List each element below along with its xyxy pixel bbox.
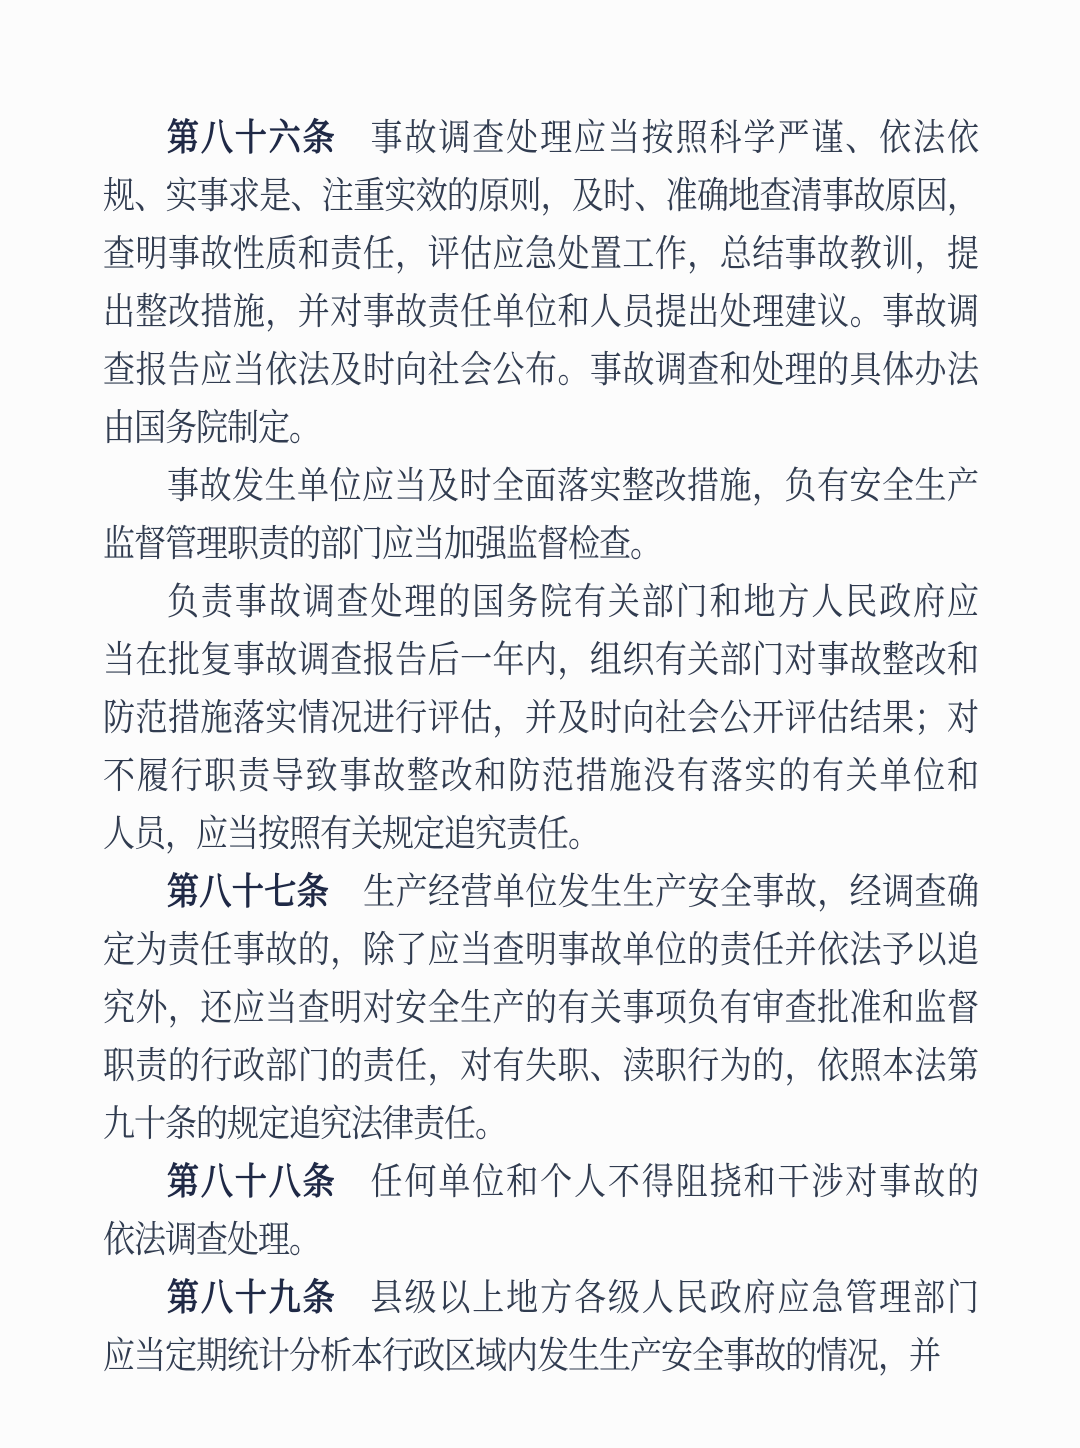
text-line: 当在批复事故调查报告后一年内，组织有关部门对事故整改和: [103, 638, 978, 680]
text-line: 规、实事求是、注重实效的原则，及时、准确地查清事故原因，: [103, 174, 978, 216]
article-number: 第八十九条: [167, 1276, 337, 1318]
line-text: 任何单位和个人不得阻挠和干涉对事故的: [370, 1160, 978, 1202]
text-line: 应当定期统计分析本行政区域内发生生产安全事故的情况，并: [103, 1334, 941, 1376]
article-number: 第八十八条: [167, 1160, 337, 1202]
text-line: 定为责任事故的，除了应当查明事故单位的责任并依法予以追: [103, 928, 978, 970]
text-line: [103, 108, 978, 166]
line-text: 生产经营单位发生生产安全事故，经调查确: [363, 870, 978, 912]
line-text: 事故调查处理应当按照科学严谨、依法依: [370, 116, 978, 158]
text-line: 出整改措施，并对事故责任单位和人员提出处理建议。事故调: [103, 290, 978, 332]
document-body: [103, 108, 978, 1384]
text-line: [103, 862, 978, 920]
line-text: 县级以上地方各级人民政府应急管理部门: [370, 1276, 978, 1318]
text-line: 查明事故性质和责任，评估应急处置工作，总结事故教训，提: [103, 232, 978, 274]
text-line: 防范措施落实情况进行评估，并及时向社会公开评估结果；对: [103, 696, 978, 738]
text-line: 九十条的规定追究法律责任。: [103, 1102, 507, 1144]
text-line: 查报告应当依法及时向社会公布。事故调查和处理的具体办法: [103, 348, 978, 390]
text-line: 究外，还应当查明对安全生产的有关事项负有审查批准和监督: [103, 986, 978, 1028]
text-line: 由国务院制定。: [103, 406, 321, 448]
text-line: 人员，应当按照有关规定追究责任。: [103, 812, 600, 854]
article-number: 第八十六条: [167, 116, 337, 158]
text-line: 依法调查处理。: [103, 1218, 321, 1260]
text-line: 职责的行政部门的责任，对有失职、渎职行为的，依照本法第: [103, 1044, 978, 1086]
text-line: 负责事故调查处理的国务院有关部门和地方人民政府应: [167, 580, 978, 622]
text-line: [103, 1268, 978, 1326]
text-line: 不履行职责导致事故整改和防范措施没有落实的有关单位和: [103, 754, 978, 796]
text-line: 事故发生单位应当及时全面落实整改措施，负有安全生产: [167, 464, 978, 506]
text-line: 监督管理职责的部门应当加强监督检查。: [103, 522, 662, 564]
text-line: [103, 1152, 978, 1210]
article-number: 第八十七条: [167, 870, 330, 912]
